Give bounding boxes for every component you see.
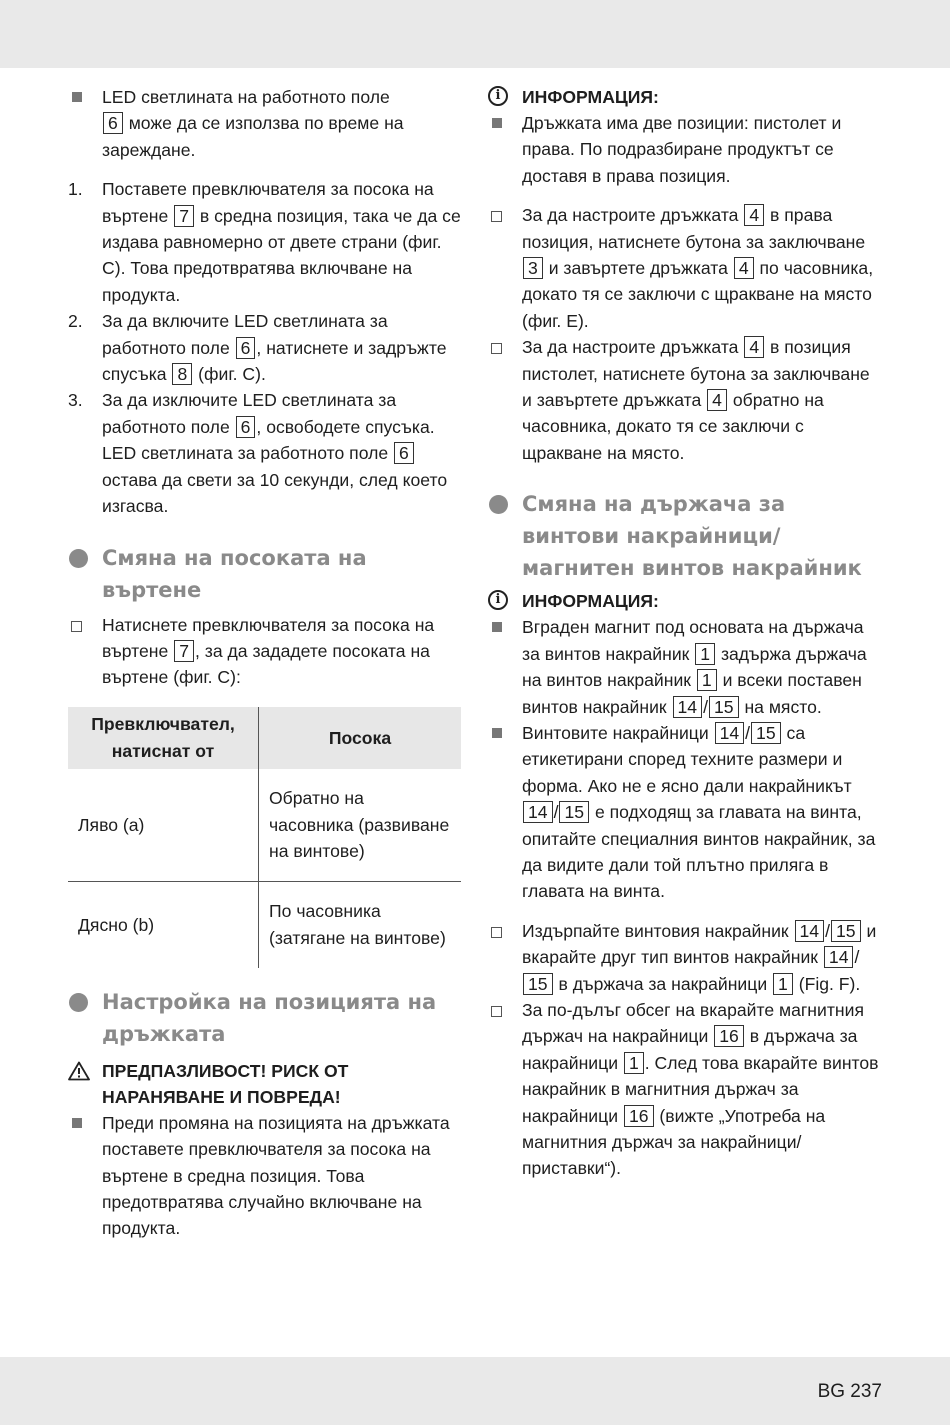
info-icon: i xyxy=(488,86,508,106)
ref-number: 16 xyxy=(714,1025,744,1047)
ref-number: 4 xyxy=(744,204,764,226)
text: в държача за накрайници xyxy=(522,1026,858,1073)
ref-number: 3 xyxy=(523,257,543,279)
text: в позиция пистолет, натиснете бутона за заключване и завъртете дръжката xyxy=(522,337,870,411)
ref-number: 7 xyxy=(174,640,194,662)
table-cell: Обратно на часовника (развиване на винтове) xyxy=(259,769,462,882)
heading-text: Смяна на държача за винтови накрайници/ магнитен винтов накрайник xyxy=(522,492,862,581)
text: в средна позиция, така че да се издава равномерно от двете страни (фиг. C). Това предотвратява включване на продукта. xyxy=(102,205,461,305)
text: ИНФОРМАЦИЯ: xyxy=(522,591,659,612)
ref-number: 14 xyxy=(523,801,553,823)
ref-number: 4 xyxy=(707,389,727,411)
page-number: BG 237 xyxy=(817,1381,882,1402)
text: За да настроите дръжката xyxy=(522,205,739,226)
step-1 xyxy=(68,176,463,308)
info-bits xyxy=(488,720,883,905)
ref-number: 7 xyxy=(174,205,194,227)
table-header-direction: Посока xyxy=(259,707,462,769)
led-note xyxy=(68,84,463,163)
ref-number: 1 xyxy=(697,669,717,691)
checkbox-marker xyxy=(491,211,502,222)
text: задържа държача на винтов накрайник xyxy=(522,643,867,691)
text: За да изключите LED светлината за работното поле xyxy=(102,390,397,437)
text: Преди промяна на позицията на дръжката поставете превключвателя за посока на въртене в средна позиция. Това предотвратява случайно включване на продукта. xyxy=(102,1112,450,1239)
replace-bit-step xyxy=(488,918,883,997)
info-icon: i xyxy=(488,590,508,610)
bullet-square xyxy=(492,622,502,632)
ref-number: 14 xyxy=(673,696,703,718)
checkbox-marker xyxy=(71,621,82,632)
direction-table xyxy=(68,707,461,968)
ref-number: 6 xyxy=(236,416,256,438)
separator: / xyxy=(745,722,751,743)
left-column xyxy=(68,84,463,1242)
text: може да се използва по време на зареждане. xyxy=(102,113,404,160)
text: и завъртете дръжката xyxy=(548,258,728,279)
info-title xyxy=(488,84,883,110)
separator: / xyxy=(703,696,708,717)
info-magnet xyxy=(488,614,883,720)
info-text xyxy=(488,110,883,189)
bullet-square xyxy=(492,728,502,738)
text: ИНФОРМАЦИЯ: xyxy=(522,87,659,107)
text: в държача за накрайници xyxy=(558,973,768,994)
text: , освободете спусъка. LED светлината за работното поле xyxy=(102,416,435,464)
ref-number: 15 xyxy=(751,722,781,744)
right-column xyxy=(488,84,883,1182)
ref-number: 6 xyxy=(394,442,414,464)
text: в права позиция, натиснете бутона за заключване xyxy=(522,205,866,252)
text: За по-дълъг обсег на вкарайте магнитния държач на накрайници xyxy=(522,999,864,1047)
text: Винтовите накрайници xyxy=(522,722,709,743)
bullet-square xyxy=(72,1118,82,1128)
ref-number: 14 xyxy=(715,722,745,744)
text: За да настроите дръжката xyxy=(522,337,739,358)
text: . След това вкарайте винтов накрайник в магнитния държач за накрайници xyxy=(522,1052,879,1126)
checkbox-marker xyxy=(491,1006,502,1017)
checkbox-marker xyxy=(491,343,502,354)
separator: / xyxy=(854,947,860,968)
text: и вкарайте друг тип винтов накрайник xyxy=(522,920,877,968)
warning-title xyxy=(68,1058,463,1110)
table-row xyxy=(68,769,461,882)
text: , натиснете и задръжте спусъка xyxy=(102,337,447,385)
table-header-switch: Превключвател, натиснат от xyxy=(68,707,259,769)
text: (фиг. C). xyxy=(198,364,266,385)
step-number: 3. xyxy=(68,390,83,411)
info-title xyxy=(488,588,883,614)
text: Натиснете превключвателя за посока на въртене xyxy=(102,614,435,661)
table-cell: Ляво (a) xyxy=(68,769,259,882)
warning-triangle-icon xyxy=(68,1061,90,1081)
text: са етикетирани според техните размери и форма. Ако не е ясно дали накрайникът xyxy=(522,722,852,796)
text: обратно на часовника, докато тя се заключи с щракване на място. xyxy=(522,390,824,463)
text: (вижте „Употреба на магнитния държач за накрайници/ приставки“). xyxy=(522,1105,826,1179)
bullet-square xyxy=(72,92,82,102)
table-cell: По часовника (затягане на винтове) xyxy=(269,901,446,948)
heading-dot xyxy=(69,993,88,1012)
adjust-straight xyxy=(488,202,883,334)
step-2 xyxy=(68,308,463,387)
rotation-heading xyxy=(68,542,463,606)
text: и всеки поставен винтов накрайник xyxy=(522,670,862,717)
ref-number: 1 xyxy=(695,643,715,665)
text: (Fig. F). xyxy=(798,973,861,994)
bullet-square xyxy=(492,118,502,128)
text: LED светлината на работното поле xyxy=(102,87,390,107)
ref-number: 15 xyxy=(831,920,861,942)
text: е подходящ за главата на винта, опитайте специалния винтов накрайник, за да видите дали той плътно приляга в главата на винта. xyxy=(522,802,876,902)
ref-number: 14 xyxy=(824,946,854,968)
ref-number: 4 xyxy=(744,336,764,358)
heading-dot xyxy=(69,549,88,568)
text: , за да зададете посоката на въртене (фиг. C): xyxy=(102,640,430,688)
text: Поставете превключвателя за посока на въртене xyxy=(102,179,434,226)
magnetic-holder-step xyxy=(488,997,883,1182)
step-number: 1. xyxy=(68,179,83,200)
text: Дръжката има две позиции: пистолет и права. По подразбиране продуктът се доставя в права позиция. xyxy=(522,113,842,186)
step-number: 2. xyxy=(68,311,83,332)
separator: / xyxy=(825,920,830,941)
footer-band xyxy=(0,1357,950,1425)
heading-text: Смяна на посоката на въртене xyxy=(102,545,367,602)
adjust-pistol xyxy=(488,334,883,466)
rotation-instruction xyxy=(68,612,463,691)
ref-number: 8 xyxy=(172,363,192,385)
ref-number: 4 xyxy=(734,257,754,279)
ref-number: 15 xyxy=(709,696,739,718)
text: остава да свети за 10 секунди, след което изгасва. xyxy=(102,469,448,517)
text: по часовника, докато тя се заключи с щракване на място (фиг. E). xyxy=(522,258,874,331)
ref-number: 16 xyxy=(624,1105,654,1127)
separator: / xyxy=(553,802,559,823)
heading-dot xyxy=(489,495,508,514)
ref-number: 6 xyxy=(103,112,123,134)
step-3 xyxy=(68,387,463,519)
warning-text xyxy=(68,1110,463,1242)
text: Издърпайте винтовия накрайник xyxy=(522,920,789,941)
bits-heading xyxy=(488,488,883,584)
ref-number: 14 xyxy=(795,920,825,942)
ref-number: 15 xyxy=(523,973,553,995)
text: на място. xyxy=(744,696,822,717)
table-cell: Дясно (b) xyxy=(68,881,259,968)
text: ПРЕДПАЗЛИВОСТ! РИСК ОТ НАРАНЯВАНЕ И ПОВРЕДА! xyxy=(102,1060,349,1107)
ref-number: 6 xyxy=(236,337,256,359)
table-row xyxy=(68,881,461,968)
heading-text: Настройка на позицията на дръжката xyxy=(102,989,437,1046)
ref-number: 1 xyxy=(624,1052,644,1074)
ref-number: 15 xyxy=(559,801,589,823)
ref-number: 1 xyxy=(773,973,793,995)
text: Вграден магнит под основата на държача за винтов накрайник xyxy=(522,617,864,664)
checkbox-marker xyxy=(491,927,502,938)
handle-heading xyxy=(68,986,463,1050)
header-band xyxy=(0,0,950,68)
text: За да включите LED светлината за работното поле xyxy=(102,311,388,358)
